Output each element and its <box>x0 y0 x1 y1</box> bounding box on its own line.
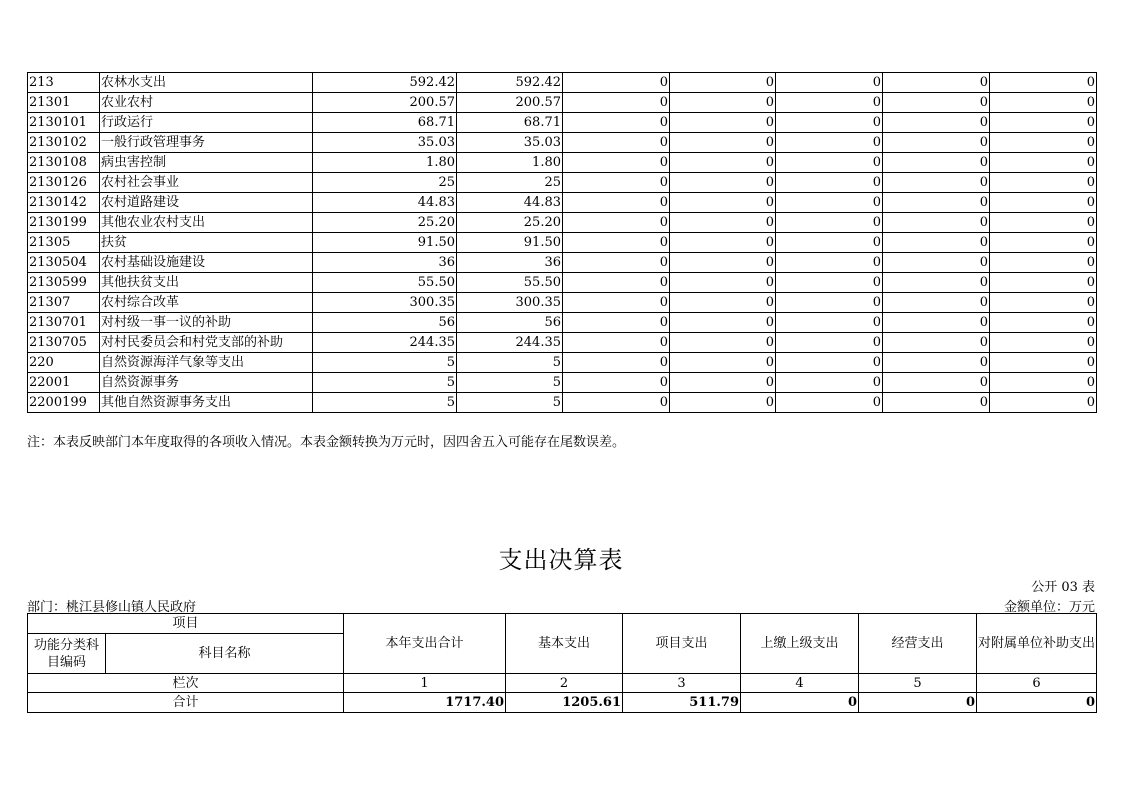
cell-basic: 5 <box>457 393 563 413</box>
cell-basic: 25.20 <box>457 213 563 233</box>
table-row <box>28 173 1097 193</box>
table-row <box>28 213 1097 233</box>
cell-name: 其他扶贫支出 <box>100 273 313 293</box>
sum-business: 0 <box>859 693 977 713</box>
cell-code: 2130101 <box>28 113 100 133</box>
cell-c4: 0 <box>670 153 776 173</box>
cell-c3: 0 <box>563 373 670 393</box>
cell-c4: 0 <box>670 93 776 113</box>
header-project: 项目 <box>28 614 344 634</box>
header-name: 科目名称 <box>106 634 344 674</box>
cell-c4: 0 <box>670 373 776 393</box>
table-row <box>28 113 1097 133</box>
cell-c3: 0 <box>563 393 670 413</box>
cell-basic: 5 <box>457 373 563 393</box>
cell-c5: 0 <box>776 213 883 233</box>
cell-basic: 68.71 <box>457 113 563 133</box>
cell-c3: 0 <box>563 153 670 173</box>
cell-code: 220 <box>28 353 100 373</box>
cell-c5: 0 <box>776 93 883 113</box>
cell-c5: 0 <box>776 353 883 373</box>
cell-c7: 0 <box>990 313 1097 333</box>
seq-3: 3 <box>623 674 741 693</box>
cell-basic: 56 <box>457 313 563 333</box>
cell-basic: 244.35 <box>457 333 563 353</box>
expense-settlement-table <box>27 613 1097 713</box>
cell-basic: 44.83 <box>457 193 563 213</box>
cell-c4: 0 <box>670 73 776 93</box>
cell-basic: 55.50 <box>457 273 563 293</box>
table-row <box>28 133 1097 153</box>
form-number: 公开 03 表 <box>1031 580 1095 595</box>
cell-total: 55.50 <box>313 273 457 293</box>
cell-c7: 0 <box>990 173 1097 193</box>
cell-name: 农林水支出 <box>100 73 313 93</box>
cell-c6: 0 <box>883 393 990 413</box>
cell-c6: 0 <box>883 293 990 313</box>
sum-upper: 0 <box>741 693 859 713</box>
cell-c5: 0 <box>776 193 883 213</box>
cell-name: 农村综合改革 <box>100 293 313 313</box>
header-col6: 对附属单位补助支出 <box>977 614 1097 674</box>
cell-c6: 0 <box>883 73 990 93</box>
header-col5: 经营支出 <box>859 614 977 674</box>
cell-c4: 0 <box>670 253 776 273</box>
cell-c6: 0 <box>883 273 990 293</box>
cell-c4: 0 <box>670 193 776 213</box>
cell-code: 2130705 <box>28 333 100 353</box>
seq-4: 4 <box>741 674 859 693</box>
cell-c4: 0 <box>670 213 776 233</box>
cell-total: 300.35 <box>313 293 457 313</box>
cell-name: 其他自然资源事务支出 <box>100 393 313 413</box>
cell-c4: 0 <box>670 333 776 353</box>
cell-basic: 300.35 <box>457 293 563 313</box>
cell-name: 一般行政管理事务 <box>100 133 313 153</box>
cell-c3: 0 <box>563 113 670 133</box>
cell-c6: 0 <box>883 213 990 233</box>
cell-basic: 5 <box>457 353 563 373</box>
cell-c6: 0 <box>883 173 990 193</box>
cell-total: 35.03 <box>313 133 457 153</box>
sum-subsidy: 0 <box>977 693 1097 713</box>
cell-c3: 0 <box>563 193 670 213</box>
cell-name: 农村基础设施建设 <box>100 253 313 273</box>
cell-basic: 35.03 <box>457 133 563 153</box>
cell-basic: 36 <box>457 253 563 273</box>
cell-total: 5 <box>313 373 457 393</box>
sum-label: 合计 <box>28 693 344 713</box>
cell-c3: 0 <box>563 73 670 93</box>
cell-basic: 1.80 <box>457 153 563 173</box>
table-row <box>28 93 1097 113</box>
cell-c7: 0 <box>990 373 1097 393</box>
cell-c5: 0 <box>776 133 883 153</box>
cell-code: 2130126 <box>28 173 100 193</box>
cell-total: 91.50 <box>313 233 457 253</box>
cell-basic: 91.50 <box>457 233 563 253</box>
seq-6: 6 <box>977 674 1097 693</box>
cell-c7: 0 <box>990 273 1097 293</box>
seq-1: 1 <box>344 674 506 693</box>
cell-c4: 0 <box>670 113 776 133</box>
cell-c3: 0 <box>563 93 670 113</box>
cell-c7: 0 <box>990 233 1097 253</box>
cell-basic: 200.57 <box>457 93 563 113</box>
cell-code: 21305 <box>28 233 100 253</box>
cell-code: 2130102 <box>28 133 100 153</box>
cell-c3: 0 <box>563 313 670 333</box>
cell-code: 22001 <box>28 373 100 393</box>
cell-c7: 0 <box>990 73 1097 93</box>
cell-total: 36 <box>313 253 457 273</box>
cell-name: 其他农业农村支出 <box>100 213 313 233</box>
cell-c6: 0 <box>883 153 990 173</box>
table-row <box>28 233 1097 253</box>
cell-c3: 0 <box>563 133 670 153</box>
cell-c6: 0 <box>883 253 990 273</box>
table-row <box>28 373 1097 393</box>
cell-c6: 0 <box>883 93 990 113</box>
cell-c5: 0 <box>776 333 883 353</box>
cell-c3: 0 <box>563 273 670 293</box>
cell-c3: 0 <box>563 233 670 253</box>
cell-total: 56 <box>313 313 457 333</box>
department-label: 部门：桃江县修山镇人民政府 <box>27 600 197 615</box>
cell-name: 农村社会事业 <box>100 173 313 193</box>
cell-name: 对村级一事一议的补助 <box>100 313 313 333</box>
cell-c5: 0 <box>776 113 883 133</box>
cell-total: 5 <box>313 393 457 413</box>
cell-name: 自然资源海洋气象等支出 <box>100 353 313 373</box>
cell-code: 2130599 <box>28 273 100 293</box>
cell-c4: 0 <box>670 133 776 153</box>
table-note: 注：本表反映部门本年度取得的各项收入情况。本表金额转换为万元时，因四舍五入可能存在尾数误差。 <box>27 435 626 450</box>
cell-c7: 0 <box>990 193 1097 213</box>
cell-c3: 0 <box>563 253 670 273</box>
sum-total: 1717.40 <box>344 693 506 713</box>
header-code: 功能分类科目编码 <box>28 634 106 674</box>
cell-c5: 0 <box>776 373 883 393</box>
cell-name: 自然资源事务 <box>100 373 313 393</box>
cell-code: 2200199 <box>28 393 100 413</box>
cell-c5: 0 <box>776 153 883 173</box>
seq-5: 5 <box>859 674 977 693</box>
table-row <box>28 393 1097 413</box>
seq-2: 2 <box>506 674 623 693</box>
cell-c4: 0 <box>670 173 776 193</box>
cell-c6: 0 <box>883 373 990 393</box>
cell-c5: 0 <box>776 233 883 253</box>
cell-name: 扶贫 <box>100 233 313 253</box>
cell-c3: 0 <box>563 293 670 313</box>
amount-unit-label: 金额单位：万元 <box>1003 600 1095 615</box>
table-row <box>28 193 1097 213</box>
cell-c7: 0 <box>990 213 1097 233</box>
table-row <box>28 153 1097 173</box>
header-col2: 基本支出 <box>506 614 623 674</box>
cell-c6: 0 <box>883 233 990 253</box>
cell-c4: 0 <box>670 293 776 313</box>
income-detail-table <box>27 72 1097 413</box>
cell-c4: 0 <box>670 353 776 373</box>
cell-c4: 0 <box>670 393 776 413</box>
cell-c6: 0 <box>883 113 990 133</box>
cell-c7: 0 <box>990 93 1097 113</box>
cell-code: 2130108 <box>28 153 100 173</box>
cell-c5: 0 <box>776 293 883 313</box>
cell-c5: 0 <box>776 173 883 193</box>
cell-c6: 0 <box>883 353 990 373</box>
cell-c4: 0 <box>670 233 776 253</box>
cell-total: 592.42 <box>313 73 457 93</box>
table-row <box>28 273 1097 293</box>
cell-c7: 0 <box>990 133 1097 153</box>
cell-name: 对村民委员会和村党支部的补助 <box>100 333 313 353</box>
cell-code: 2130504 <box>28 253 100 273</box>
cell-total: 68.71 <box>313 113 457 133</box>
cell-total: 200.57 <box>313 93 457 113</box>
cell-c7: 0 <box>990 333 1097 353</box>
cell-c6: 0 <box>883 333 990 353</box>
cell-c6: 0 <box>883 193 990 213</box>
cell-code: 2130701 <box>28 313 100 333</box>
header-col3: 项目支出 <box>623 614 741 674</box>
cell-c5: 0 <box>776 253 883 273</box>
cell-name: 病虫害控制 <box>100 153 313 173</box>
cell-code: 213 <box>28 73 100 93</box>
header-col1: 本年支出合计 <box>344 614 506 674</box>
cell-name: 农村道路建设 <box>100 193 313 213</box>
cell-c7: 0 <box>990 153 1097 173</box>
cell-c5: 0 <box>776 73 883 93</box>
cell-c5: 0 <box>776 393 883 413</box>
cell-c3: 0 <box>563 353 670 373</box>
page-title: 支出决算表 <box>498 546 624 574</box>
table-row <box>28 73 1097 93</box>
cell-name: 行政运行 <box>100 113 313 133</box>
cell-c7: 0 <box>990 393 1097 413</box>
cell-c6: 0 <box>883 313 990 333</box>
table-row <box>28 253 1097 273</box>
cell-c7: 0 <box>990 113 1097 133</box>
cell-c5: 0 <box>776 313 883 333</box>
cell-total: 244.35 <box>313 333 457 353</box>
cell-basic: 25 <box>457 173 563 193</box>
cell-c7: 0 <box>990 353 1097 373</box>
cell-c3: 0 <box>563 333 670 353</box>
cell-code: 2130199 <box>28 213 100 233</box>
cell-basic: 592.42 <box>457 73 563 93</box>
cell-total: 44.83 <box>313 193 457 213</box>
cell-c5: 0 <box>776 273 883 293</box>
cell-c7: 0 <box>990 253 1097 273</box>
income-detail-body <box>28 73 1097 413</box>
table-row <box>28 333 1097 353</box>
seq-label: 栏次 <box>28 674 344 693</box>
table-row <box>28 313 1097 333</box>
cell-c3: 0 <box>563 173 670 193</box>
cell-total: 25.20 <box>313 213 457 233</box>
table-row <box>28 353 1097 373</box>
cell-total: 5 <box>313 353 457 373</box>
cell-c4: 0 <box>670 273 776 293</box>
cell-c4: 0 <box>670 313 776 333</box>
cell-c3: 0 <box>563 213 670 233</box>
sum-project: 511.79 <box>623 693 741 713</box>
cell-c7: 0 <box>990 293 1097 313</box>
cell-code: 21307 <box>28 293 100 313</box>
cell-name: 农业农村 <box>100 93 313 113</box>
table-row <box>28 293 1097 313</box>
header-col4: 上缴上级支出 <box>741 614 859 674</box>
cell-code: 21301 <box>28 93 100 113</box>
cell-c6: 0 <box>883 133 990 153</box>
sum-basic: 1205.61 <box>506 693 623 713</box>
cell-total: 25 <box>313 173 457 193</box>
cell-total: 1.80 <box>313 153 457 173</box>
cell-code: 2130142 <box>28 193 100 213</box>
